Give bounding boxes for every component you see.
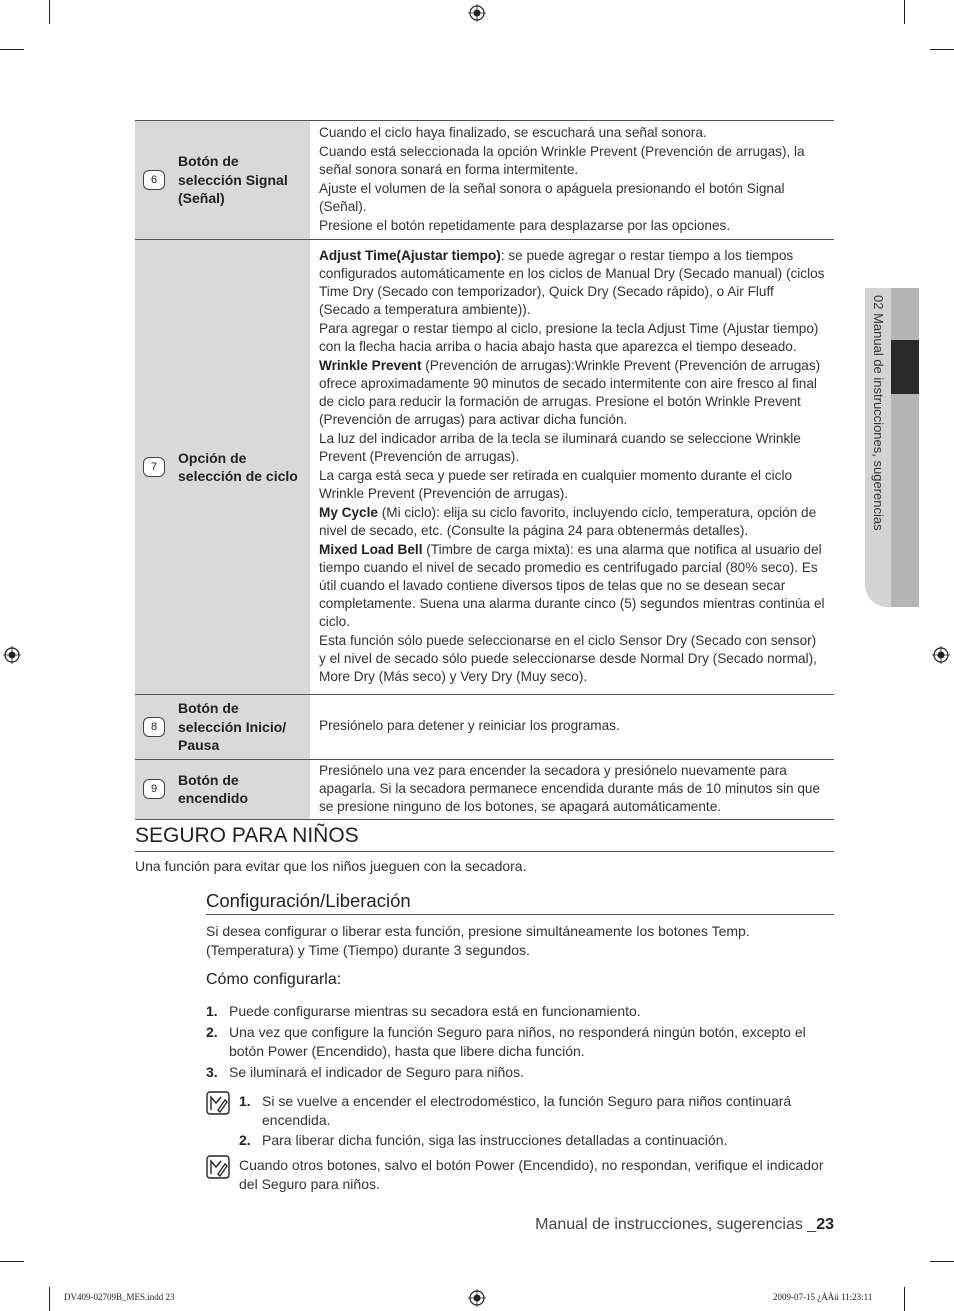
description-paragraph: Cuando el ciclo haya finalizado, se escuchará una señal sonora. (319, 125, 707, 140)
section-title: SEGURO PARA NIÑOS (135, 824, 834, 852)
table-row (135, 759, 834, 819)
registration-mark-icon (468, 4, 486, 22)
note-pencil-icon (206, 1091, 230, 1115)
note-list (239, 1092, 809, 1151)
table-value-cell (310, 759, 834, 819)
crop-mark (930, 1261, 954, 1262)
crop-mark (49, 0, 50, 24)
crop-mark (904, 0, 905, 24)
table-value-cell (310, 121, 834, 240)
crop-mark (0, 49, 24, 50)
description-paragraph: Presione el botón repetidamente para desplazarse por las opciones. (319, 218, 731, 233)
registration-mark-icon (3, 646, 21, 664)
table-key-cell (135, 240, 310, 695)
list-item: 2. Para liberar dicha función, siga las instrucciones detalladas a continuación. (239, 1132, 728, 1148)
crop-mark (49, 1287, 50, 1311)
steps-list (206, 1002, 836, 1084)
table-row (135, 695, 834, 760)
subsection-title: Configuración/Liberación (206, 890, 834, 915)
table-value-cell (310, 240, 834, 695)
table-key-cell (135, 759, 310, 819)
section-intro: Una función para evitar que los niños jueguen con la secadora. (135, 858, 527, 874)
list-item: 2. Una vez que configure la función Seguro para niños, no responderá ningún botón, excepto el botón Power (Encendido), hasta que libere dicha función. (206, 1024, 806, 1059)
page-number: 23 (816, 1216, 834, 1233)
list-item: 1. Si se vuelve a encender el electrodoméstico, la función Seguro para niños continuará encendida. (239, 1093, 792, 1128)
description-paragraph: La carga está seca y puede ser retirada en cualquier momento durante el ciclo Wrinkle Prevent (Prevención de arrugas). (319, 468, 793, 501)
subsection-paragraph: Si desea configurar o liberar esta función, presione simultáneamente los botones Temp. (Temperatura) y Time (Tiempo) durante 3 segundos. (206, 923, 750, 958)
note-block (206, 1092, 809, 1151)
crop-mark (930, 49, 954, 50)
item-number-badge: 6 (143, 170, 165, 190)
description-paragraph: My Cycle (Mi ciclo): elija su ciclo favorito, incluyendo ciclo, temperatura, opción de nivel de secado, etc. (Consulte la página 24 para obtenermás detalles). (319, 505, 817, 538)
item-label: Opción de selección de ciclo (178, 449, 298, 484)
table-key-cell (135, 695, 310, 760)
registration-mark-icon (932, 646, 950, 664)
description-paragraph: Adjust Time(Ajustar tiempo): se puede agregar o restar tiempo a los tiempos configurados automáticamente en los ciclos de Manual Dry (Secado manual) (ciclos Time Dry (Secado con temporizador), Quick Dry (Secado rápido), o Air Fluff (Secado a temperatura ambiente)). (319, 248, 825, 317)
item-label: Botón de encendido (178, 771, 249, 806)
registration-mark-icon (468, 1289, 486, 1307)
description-paragraph: Presiónelo una vez para encender la secadora y presiónelo nuevamente para apagarla. Si la secadora permanece encendida durante más de 10 minutos sin que se presione ninguno de los botones, se apagará automáticamente. (319, 762, 821, 814)
description-paragraph: Esta función sólo puede seleccionarse en el ciclo Sensor Dry (Secado con sensor) y el nivel de secado sólo puede seleccionarse desde Normal Dry (Secado normal), More Dry (Más seco) y Very Dry (Muy seco). (319, 633, 817, 684)
list-item: 3. Se iluminará el indicador de Seguro para niños. (206, 1064, 524, 1080)
description-paragraph: Presiónelo para detener y reiniciar los programas. (319, 718, 620, 734)
item-label: Botón de selección Signal (Señal) (178, 153, 288, 207)
description-paragraph: La luz del indicador arriba de la tecla se iluminará cuando se seleccione Wrinkle Prevent (Prevención de arrugas). (319, 431, 801, 464)
table-row (135, 121, 834, 240)
description-paragraph: Ajuste el volumen de la señal sonora o apáguela presionando el botón Signal (Señal). (319, 181, 785, 214)
howto-heading: Cómo configurarla: (206, 971, 342, 988)
crop-mark (0, 1261, 24, 1262)
table-key-cell (135, 121, 310, 240)
item-number-badge: 8 (143, 717, 165, 737)
note-block (206, 1156, 829, 1194)
description-paragraph: Mixed Load Bell (Timbre de carga mixta): es una alarma que notifica al usuario del tiempo cuando el nivel de secado promedio es centrifugado parcial (80% seco). Es útil cuando el lavado contiene diversos tipos de telas que no se desean secar completamente. Suena una alarma durante cinco (5) segundos mientras continúa el ciclo. (319, 542, 825, 629)
list-item: 1. Puede configurarse mientras su secadora está en funcionamiento. (206, 1003, 641, 1019)
description-paragraph: Para agregar o restar tiempo al ciclo, presione la tecla Adjust Time (Ajustar tiempo) con la flecha hacia arriba o hacia abajo hasta que aparezca el tiempo deseado. (319, 321, 819, 354)
table-value-cell (310, 695, 834, 760)
crop-mark (904, 1287, 905, 1311)
description-paragraph: Wrinkle Prevent (Prevención de arrugas):Wrinkle Prevent (Prevención de arrugas) ofrece aproximadamente 90 minutos de secado intermitente con aire fresco al final de ciclo para reducir la formación de arrugas. Presione el botón Wrinkle Prevent (Prevención de arrugas) para activar dicha función. (319, 358, 821, 427)
item-number-badge: 9 (143, 779, 165, 799)
item-label: Botón de selección Inicio/ Pausa (178, 700, 287, 753)
note-text: Cuando otros botones, salvo el botón Power (Encendido), no respondan, verifique el indicador del Seguro para niños. (239, 1157, 824, 1192)
note-pencil-icon (206, 1155, 230, 1179)
print-slug-date: 2009-07-15 ¿ÀÀü 11:23:11 (773, 1292, 873, 1302)
table-row (135, 240, 834, 695)
print-slug-file: DV409-02709B_MES.indd 23 (64, 1292, 175, 1302)
page-footer: Manual de instrucciones, sugerencias _23 (535, 1216, 834, 1233)
item-number-badge: 7 (143, 457, 165, 477)
description-paragraph: Cuando está seleccionada la opción Wrinkle Prevent (Prevención de arrugas), la señal sonora sonará en forma intermitente. (319, 144, 805, 177)
side-tab-label: 02 Manual de instrucciones, sugerencias (871, 295, 886, 531)
controls-table (135, 120, 834, 820)
